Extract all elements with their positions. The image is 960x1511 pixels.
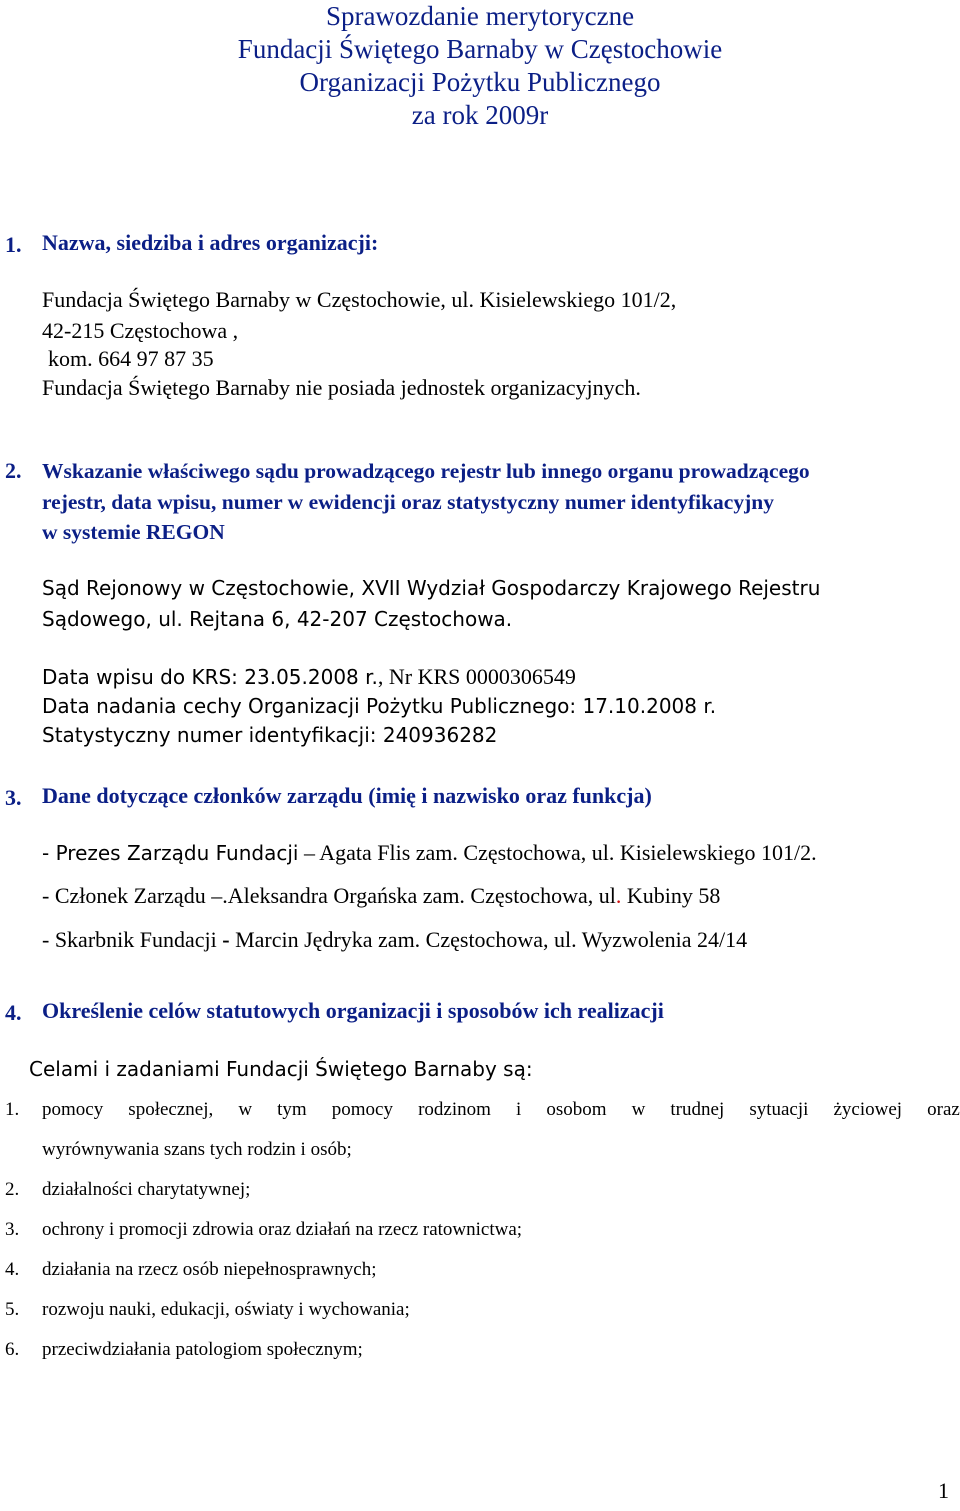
goal-1-word: pomocy xyxy=(42,1099,104,1120)
board-member-treasurer xyxy=(42,925,747,955)
section-2-heading-line-2: rejestr, data wpisu, numer w ewidencji oraz statystyczny numer identyfikacyjny xyxy=(42,490,774,514)
treasurer-dash: - xyxy=(222,927,230,952)
page-number: 1 xyxy=(938,1478,949,1503)
treasurer-role: - Skarbnik Fundacji xyxy=(42,927,223,952)
krs-entry-line xyxy=(42,662,576,692)
member-red-dot: . xyxy=(615,883,622,908)
section-2-heading-line-3: w systemie REGON xyxy=(42,520,225,544)
goal-1-line-2: wyrównywania szans tych rodzin i osób; xyxy=(42,1139,352,1160)
goal-6-text: przeciwdziałania patologiom społecznym; xyxy=(42,1339,363,1360)
section-1-phone: kom. 664 97 87 35 xyxy=(48,346,214,371)
goal-5-text: rozwoju nauki, edukacji, oświaty i wychowania; xyxy=(42,1299,410,1320)
goal-1-word: tym xyxy=(277,1099,307,1120)
board-member-president xyxy=(42,838,817,868)
goal-5-number: 5. xyxy=(5,1299,20,1320)
goal-6-number: 6. xyxy=(5,1339,20,1360)
goal-4-number: 4. xyxy=(5,1259,20,1280)
document-title-line-1: Sprawozdanie merytoryczne xyxy=(325,1,635,31)
goal-3-text: ochrony i promocji zdrowia oraz działań na rzecz ratownictwa; xyxy=(42,1219,523,1240)
section-1-heading: Nazwa, siedziba i adres organizacji: xyxy=(42,230,379,255)
goal-1-word: życiowej xyxy=(833,1099,903,1120)
krs-number: , Nr KRS 0000306549 xyxy=(377,664,576,689)
krs-registration-date: Data wpisu do KRS: 23.05.2008 r. xyxy=(42,665,378,689)
opp-status-date: Data nadania cechy Organizacji Pożytku Publicznego: 17.10.2008 r. xyxy=(42,694,717,718)
section-1-address-line-1: Fundacja Świętego Barnaby w Częstochowie, ul. Kisielewskiego 101/2, xyxy=(42,287,677,312)
section-3-number: 3. xyxy=(5,785,22,810)
goal-1-line-1 xyxy=(42,1097,960,1123)
section-2-number: 2. xyxy=(5,458,22,483)
section-1-number: 1. xyxy=(5,232,22,257)
goal-1-word: i xyxy=(515,1099,522,1120)
section-3-heading: Dane dotyczące członków zarządu (imię i nazwisko oraz funkcja) xyxy=(42,783,652,808)
goal-1-word: sytuacji xyxy=(749,1099,809,1120)
section-2-heading-line-1: Wskazanie właściwego sądu prowadzącego rejestr lub innego organu prowadzącego xyxy=(42,459,810,483)
goal-4-text: działania na rzecz osób niepełnosprawnych; xyxy=(42,1259,377,1280)
goals-intro: Celami i zadaniami Fundacji Świętego Barnaby są: xyxy=(29,1057,533,1081)
president-details: – Agata Flis zam. Częstochowa, ul. Kisielewskiego 101/2. xyxy=(298,840,817,865)
president-role: - Prezes Zarządu Fundacji xyxy=(42,841,299,865)
section-4-heading: Określenie celów statutowych organizacji i sposobów ich realizacji xyxy=(42,998,664,1023)
section-1-units-note: Fundacja Świętego Barnaby nie posiada jednostek organizacyjnych. xyxy=(42,375,641,400)
board-member-member xyxy=(42,881,720,911)
goal-2-number: 2. xyxy=(5,1179,20,1200)
regon-number: Statystyczny numer identyfikacji: 240936282 xyxy=(42,723,498,747)
goal-1-word: pomocy xyxy=(331,1099,393,1120)
goal-2-text: działalności charytatywnej; xyxy=(42,1179,251,1200)
goal-1-word: w xyxy=(238,1099,253,1120)
goal-1-word: w xyxy=(631,1099,646,1120)
treasurer-details: Marcin Jędryka zam. Częstochowa, ul. Wyzwolenia 24/14 xyxy=(229,927,748,952)
goal-1-number: 1. xyxy=(5,1099,20,1120)
document-title-line-4: za rok 2009r xyxy=(411,100,549,130)
goal-1-word: oraz xyxy=(927,1099,960,1120)
goal-1-word: trudnej xyxy=(670,1099,725,1120)
section-4-number: 4. xyxy=(5,1000,22,1025)
goal-1-word: rodzinom xyxy=(418,1099,491,1120)
goal-1-word: osobom xyxy=(546,1099,607,1120)
member-street: Kubiny 58 xyxy=(621,883,721,908)
goal-3-number: 3. xyxy=(5,1219,20,1240)
document-title-line-3: Organizacji Pożytku Publicznego xyxy=(299,67,661,97)
court-line-2: Sądowego, ul. Rejtana 6, 42-207 Częstochowa. xyxy=(42,607,513,631)
section-1-address-line-2: 42-215 Częstochowa , xyxy=(42,318,239,343)
court-line-1: Sąd Rejonowy w Częstochowie, XVII Wydział Gospodarczy Krajowego Rejestru xyxy=(42,576,821,600)
member-details: - Członek Zarządu –.Aleksandra Orgańska zam. Częstochowa, ul xyxy=(42,883,616,908)
document-title-line-2: Fundacji Świętego Barnaby w Częstochowie xyxy=(237,34,723,64)
goal-1-word: społecznej, xyxy=(128,1099,214,1120)
